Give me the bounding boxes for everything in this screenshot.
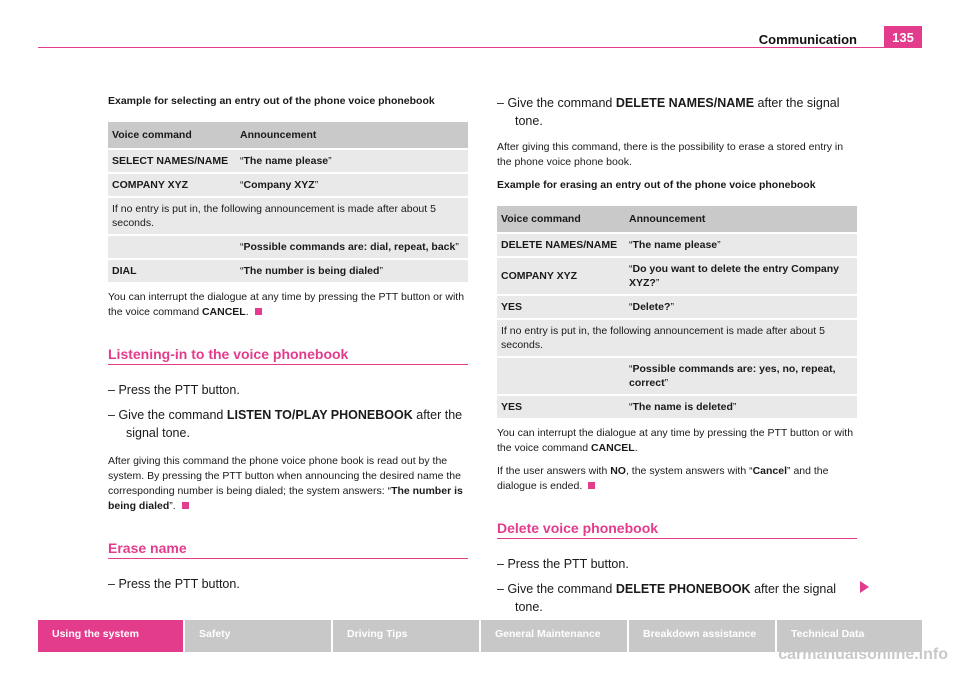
- col-header-command: Voice command: [108, 122, 236, 148]
- cell-announcement: “The name please”: [236, 150, 468, 172]
- cell-announcement: “Company XYZ”: [236, 174, 468, 196]
- tab-technical-data[interactable]: Technical Data: [777, 620, 922, 652]
- cell-command: [497, 358, 625, 394]
- next-page-arrow-icon[interactable]: [860, 581, 869, 593]
- cell-announcement: “The name is deleted”: [625, 396, 857, 418]
- tab-general-maintenance[interactable]: General Maintenance: [481, 620, 627, 652]
- voice-command-table: [497, 204, 857, 420]
- cell-command: COMPANY XYZ: [108, 174, 236, 196]
- header-rule: [38, 47, 922, 48]
- cell-command: [108, 236, 236, 258]
- table-row: [497, 396, 857, 418]
- cell-command: YES: [497, 396, 625, 418]
- tab-breakdown-assistance[interactable]: Breakdown assistance: [629, 620, 775, 652]
- table-row: [497, 258, 857, 294]
- left-column: [108, 94, 468, 600]
- step-item: – Press the PTT button.: [108, 577, 240, 591]
- tab-using-the-system[interactable]: Using the system: [38, 620, 183, 652]
- paragraph: You can interrupt the dialogue at any time by pressing the PTT button or with the voice command CANCEL.: [497, 427, 854, 454]
- table-note: If no entry is put in, the following announcement is made after about 5 seconds.: [497, 320, 857, 356]
- cell-announcement: “Possible commands are: yes, no, repeat, correct”: [625, 358, 857, 394]
- cell-announcement: “Delete?”: [625, 296, 857, 318]
- cell-announcement: “The name please”: [625, 234, 857, 256]
- table-row: [497, 296, 857, 318]
- step-item: – Give the command DELETE NAMES/NAME after the signal tone.: [497, 96, 840, 128]
- section-heading: Listening-in to the voice phonebook: [108, 346, 468, 365]
- table-row: [108, 150, 468, 172]
- table-caption: Example for selecting an entry out of the phone voice phonebook: [108, 95, 435, 107]
- paragraph: You can interrupt the dialogue at any time by pressing the PTT button or with the voice command CANCEL.: [108, 291, 465, 318]
- end-marker-icon: [255, 308, 262, 315]
- paragraph: After giving this command the phone voice phone book is read out by the system. By pressing the PTT button when announcing the desired name the corresponding number is being dialed; the system answers: “The number is being dialed”.: [108, 455, 463, 512]
- section-heading: Erase name: [108, 540, 468, 559]
- cell-command: YES: [497, 296, 625, 318]
- table-row: [497, 358, 857, 394]
- paragraph: After giving this command, there is the possibility to erase a stored entry in the phone voice phone book.: [497, 141, 844, 168]
- table-row: [497, 320, 857, 356]
- cell-announcement: “Do you want to delete the entry Company XYZ?”: [625, 258, 857, 294]
- col-header-announcement: Announcement: [625, 206, 857, 232]
- cell-announcement: “The number is being dialed”: [236, 260, 468, 282]
- col-header-announcement: Announcement: [236, 122, 468, 148]
- table-row: [108, 260, 468, 282]
- voice-command-table: [108, 120, 468, 284]
- end-marker-icon: [588, 482, 595, 489]
- step-item: – Give the command DELETE PHONEBOOK after the signal tone.: [497, 582, 837, 614]
- tab-driving-tips[interactable]: Driving Tips: [333, 620, 479, 652]
- watermark: carmanualsonline.info: [778, 646, 948, 663]
- page-header-title: Communication: [758, 32, 857, 47]
- table-header-row: [108, 122, 468, 148]
- cell-command: COMPANY XYZ: [497, 258, 625, 294]
- table-row: [108, 174, 468, 196]
- tab-safety[interactable]: Safety: [185, 620, 331, 652]
- section-heading: Delete voice phonebook: [497, 520, 857, 539]
- right-column: [497, 94, 857, 623]
- paragraph: If the user answers with NO, the system answers with “Cancel” and the dialogue is ended.: [497, 465, 829, 492]
- cell-announcement: “Possible commands are: dial, repeat, back”: [236, 236, 468, 258]
- step-item: – Press the PTT button.: [108, 383, 240, 397]
- step-item: – Give the command LISTEN TO/PLAY PHONEBOOK after the signal tone.: [108, 408, 463, 440]
- table-row: [108, 198, 468, 234]
- step-item: – Press the PTT button.: [497, 557, 629, 571]
- cell-command: DELETE NAMES/NAME: [497, 234, 625, 256]
- table-row: [108, 236, 468, 258]
- table-note: If no entry is put in, the following announcement is made after about 5 seconds.: [108, 198, 468, 234]
- table-header-row: [497, 206, 857, 232]
- col-header-command: Voice command: [497, 206, 625, 232]
- page-number: 135: [884, 26, 922, 48]
- cell-command: SELECT NAMES/NAME: [108, 150, 236, 172]
- table-row: [497, 234, 857, 256]
- cell-command: DIAL: [108, 260, 236, 282]
- end-marker-icon: [182, 502, 189, 509]
- table-caption: Example for erasing an entry out of the phone voice phonebook: [497, 179, 816, 191]
